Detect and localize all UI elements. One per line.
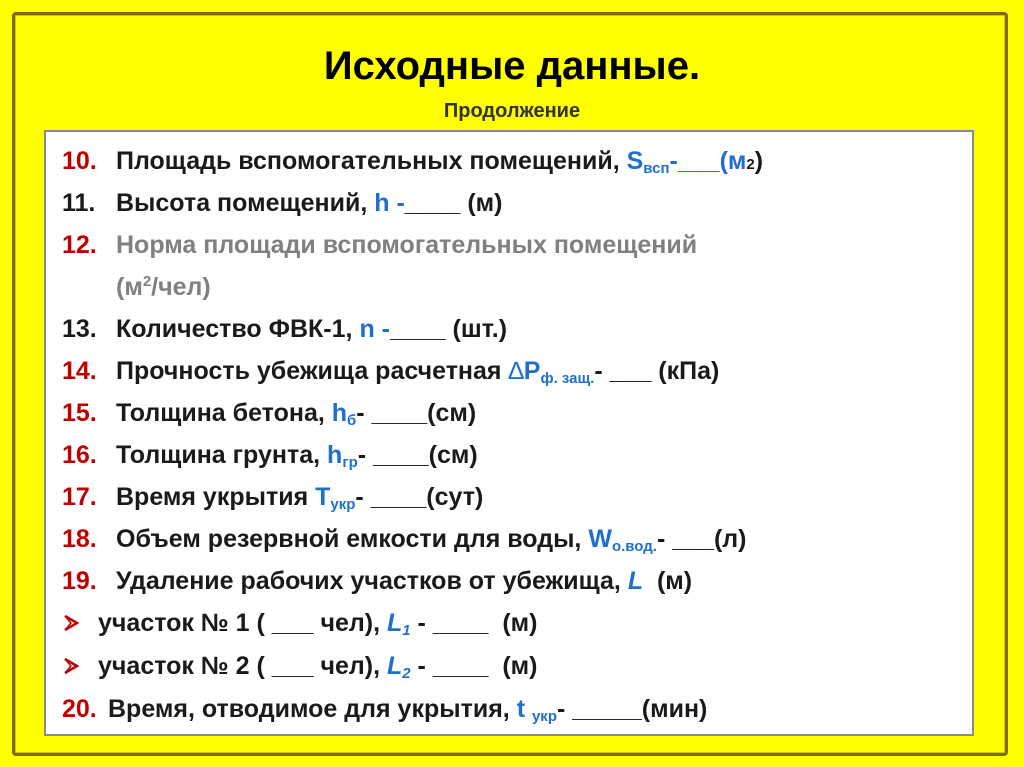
item-blank: - ____ (м) — [410, 609, 538, 637]
item-number: 15. — [62, 399, 97, 427]
item-blank: - ____ (м) — [410, 652, 538, 680]
item-variable: n - — [359, 315, 390, 343]
list-item-11 — [62, 182, 962, 224]
item-blank: -___(м — [669, 147, 747, 175]
item-variable: $L_2$ — [386, 652, 411, 682]
item-blank: - _____(мин) — [556, 695, 708, 723]
item-number: 17. — [62, 483, 97, 511]
item-text: участок № 2 ( ___ чел), — [98, 652, 381, 680]
item-variable: t $_{укр}$ — [516, 695, 557, 725]
item-number: 10. — [62, 147, 97, 175]
item-number: 12. — [62, 231, 97, 259]
list-item-16 — [62, 434, 962, 476]
item-variable: $W_{о.вод.}$ — [588, 525, 657, 555]
item-text: Высота помещений, — [116, 189, 368, 217]
arrow-bullet-icon — [62, 646, 98, 688]
list-item-10: 10. Площадь вспомогательных помещений, $S_{всп}$ -___(м 2 ) — [62, 140, 962, 182]
arrow-bullet-icon — [62, 603, 98, 645]
item-blank: ____ (м) — [404, 189, 503, 217]
item-variable: L — [627, 567, 644, 595]
data-list-box — [44, 130, 974, 736]
item-blank: - ____(сут) — [355, 483, 484, 511]
item-blank: ____ (шт.) — [389, 315, 508, 343]
item-text: Толщина бетона, — [116, 399, 325, 427]
item-text: Количество ФВК-1, — [116, 315, 353, 343]
item-variable: $Р_{ф. защ.}$ — [523, 357, 595, 387]
item-variable: $Т_{укр}$ — [315, 483, 356, 513]
item-blank: - ___ (кПа) — [594, 357, 720, 385]
item-number: 13. — [62, 315, 97, 343]
data-list — [62, 140, 962, 730]
item-text: участок № 1 ( ___ чел), — [98, 609, 381, 637]
item-text: Площадь вспомогательных помещений, — [116, 147, 620, 175]
item-number: 16. — [62, 441, 97, 469]
list-item-13 — [62, 308, 962, 350]
item-text: Объем резервной емкости для воды, — [116, 525, 582, 553]
item-variable: $L_1$ — [386, 609, 411, 639]
page-subtitle: Продолжение — [443, 100, 581, 122]
item-text: Удаление рабочих участков от убежища, — [116, 567, 621, 595]
item-number: 19. — [62, 567, 97, 595]
item-unit-close: ) — [754, 147, 764, 175]
list-item-12-continuation — [62, 266, 962, 308]
delta-symbol: ∆ — [508, 357, 524, 385]
item-text: Толщина грунта, — [116, 441, 321, 469]
item-variable: $S_{всп}$ — [626, 147, 670, 177]
list-item-14 — [62, 350, 962, 392]
item-blank: - ____(см) — [357, 441, 478, 469]
item-text: Норма площади вспомогательных помещений — [116, 231, 698, 259]
item-blank: - ___(л) — [656, 525, 747, 553]
list-item-19 — [62, 560, 962, 602]
item-variable: $h_{гр}$ — [327, 441, 358, 471]
item-text: Прочность убежища расчетная — [116, 357, 502, 385]
item-number: 11. — [62, 189, 96, 217]
item-unit: $(м^2/чел)$ — [116, 273, 211, 301]
item-number: 14. — [62, 357, 97, 385]
item-text: Время, отводимое для укрытия, — [108, 695, 510, 723]
list-item-12 — [62, 224, 962, 266]
list-item-20 — [62, 688, 962, 730]
list-item-17 — [62, 476, 962, 518]
list-item-18 — [62, 518, 962, 560]
item-number: 20. — [62, 695, 97, 723]
item-blank: - ____(см) — [356, 399, 477, 427]
list-item-site-2 — [62, 645, 962, 688]
item-variable: h - — [374, 189, 405, 217]
item-number: 18. — [62, 525, 97, 553]
item-variable: $h_б$ — [331, 399, 357, 429]
page-title: Исходные данные. — [323, 44, 701, 88]
list-item-site-1 — [62, 602, 962, 645]
item-text: Время укрытия — [116, 483, 309, 511]
item-unit: (м) — [643, 567, 693, 595]
list-item-15 — [62, 392, 962, 434]
